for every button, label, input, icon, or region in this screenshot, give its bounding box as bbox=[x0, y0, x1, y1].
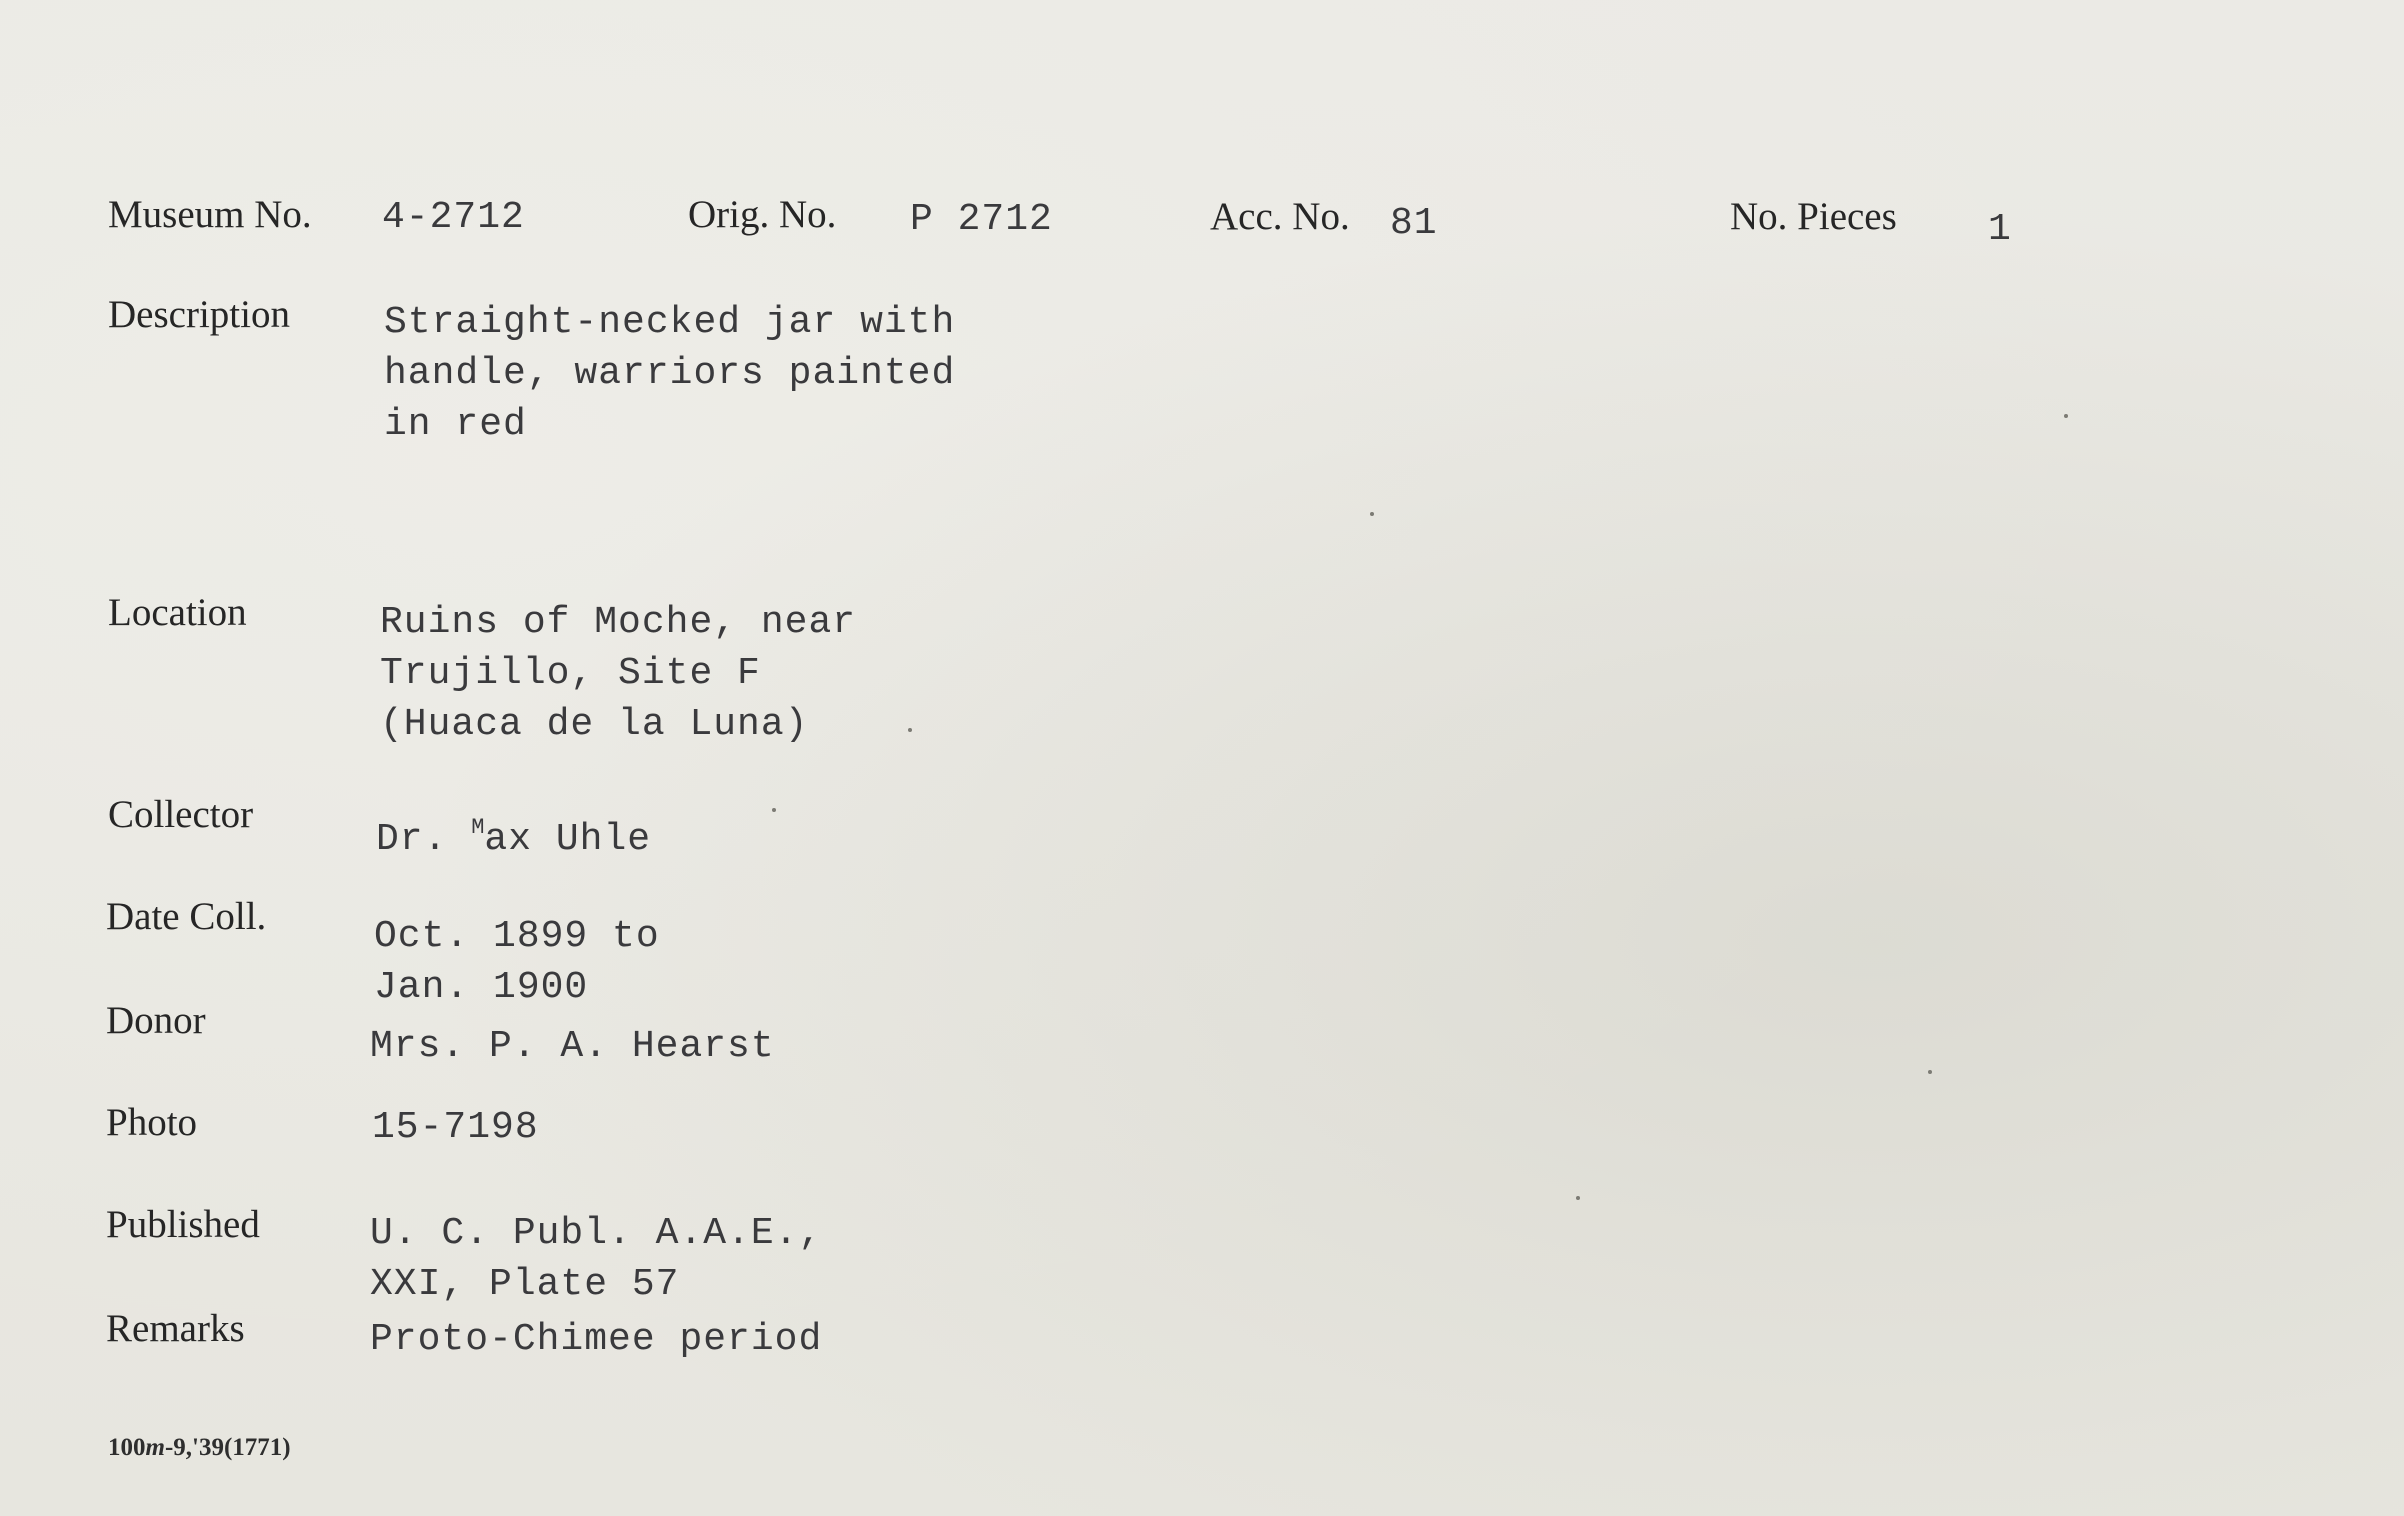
description-line: Straight-necked jar with bbox=[384, 301, 956, 344]
location-label: Location bbox=[108, 591, 247, 634]
acc-no-label: Acc. No. bbox=[1210, 195, 1350, 238]
published-label: Published bbox=[106, 1203, 260, 1246]
paper-speck bbox=[908, 728, 912, 732]
description-value bbox=[384, 297, 955, 450]
collector-value-raised-letter: M bbox=[471, 815, 485, 840]
paper-speck bbox=[772, 808, 776, 812]
collector-value-suffix: ax Uhle bbox=[484, 818, 652, 861]
print-code-m: m bbox=[145, 1434, 165, 1461]
date-coll-line: Jan. 1900 bbox=[374, 966, 589, 1009]
orig-no-label: Orig. No. bbox=[688, 193, 837, 236]
museum-no-label: Museum No. bbox=[108, 193, 312, 236]
museum-no-value: 4-2712 bbox=[382, 196, 525, 239]
published-line: XXI, Plate 57 bbox=[370, 1263, 680, 1306]
collector-value-prefix: Dr. bbox=[376, 818, 472, 861]
remarks-value: Proto-Chimee period bbox=[370, 1318, 823, 1361]
date-coll-label: Date Coll. bbox=[106, 895, 267, 938]
no-pieces-value: 1 bbox=[1988, 208, 2012, 251]
no-pieces-label: No. Pieces bbox=[1730, 195, 1897, 238]
photo-value: 15-7198 bbox=[372, 1106, 539, 1149]
location-line: (Huaca de la Luna) bbox=[380, 703, 809, 746]
paper-speck bbox=[1370, 512, 1374, 516]
photo-label: Photo bbox=[106, 1101, 198, 1144]
donor-label: Donor bbox=[106, 999, 206, 1042]
collector-value bbox=[376, 802, 651, 865]
donor-value: Mrs. P. A. Hearst bbox=[370, 1025, 775, 1068]
paper-speck bbox=[2064, 414, 2068, 418]
print-code bbox=[108, 1434, 291, 1462]
remarks-label: Remarks bbox=[106, 1307, 245, 1350]
location-line: Ruins of Moche, near bbox=[380, 601, 857, 644]
print-code-prefix: 100 bbox=[108, 1434, 146, 1461]
date-coll-line: Oct. 1899 to bbox=[374, 915, 660, 958]
date-coll-value bbox=[374, 911, 660, 1013]
orig-no-value: P 2712 bbox=[910, 198, 1053, 241]
location-line: Trujillo, Site F bbox=[380, 652, 761, 695]
acc-no-value: 81 bbox=[1390, 202, 1438, 245]
description-line: in red bbox=[384, 403, 527, 446]
collector-label: Collector bbox=[108, 793, 254, 836]
published-value bbox=[370, 1208, 822, 1310]
published-line: U. C. Publ. A.A.E., bbox=[370, 1212, 823, 1255]
print-code-suffix: -9,'39(1771) bbox=[164, 1434, 291, 1461]
paper-speck bbox=[1928, 1070, 1932, 1074]
paper-speck bbox=[1576, 1196, 1580, 1200]
description-label: Description bbox=[108, 293, 290, 336]
description-line: handle, warriors painted bbox=[384, 352, 956, 395]
location-value bbox=[380, 597, 856, 750]
